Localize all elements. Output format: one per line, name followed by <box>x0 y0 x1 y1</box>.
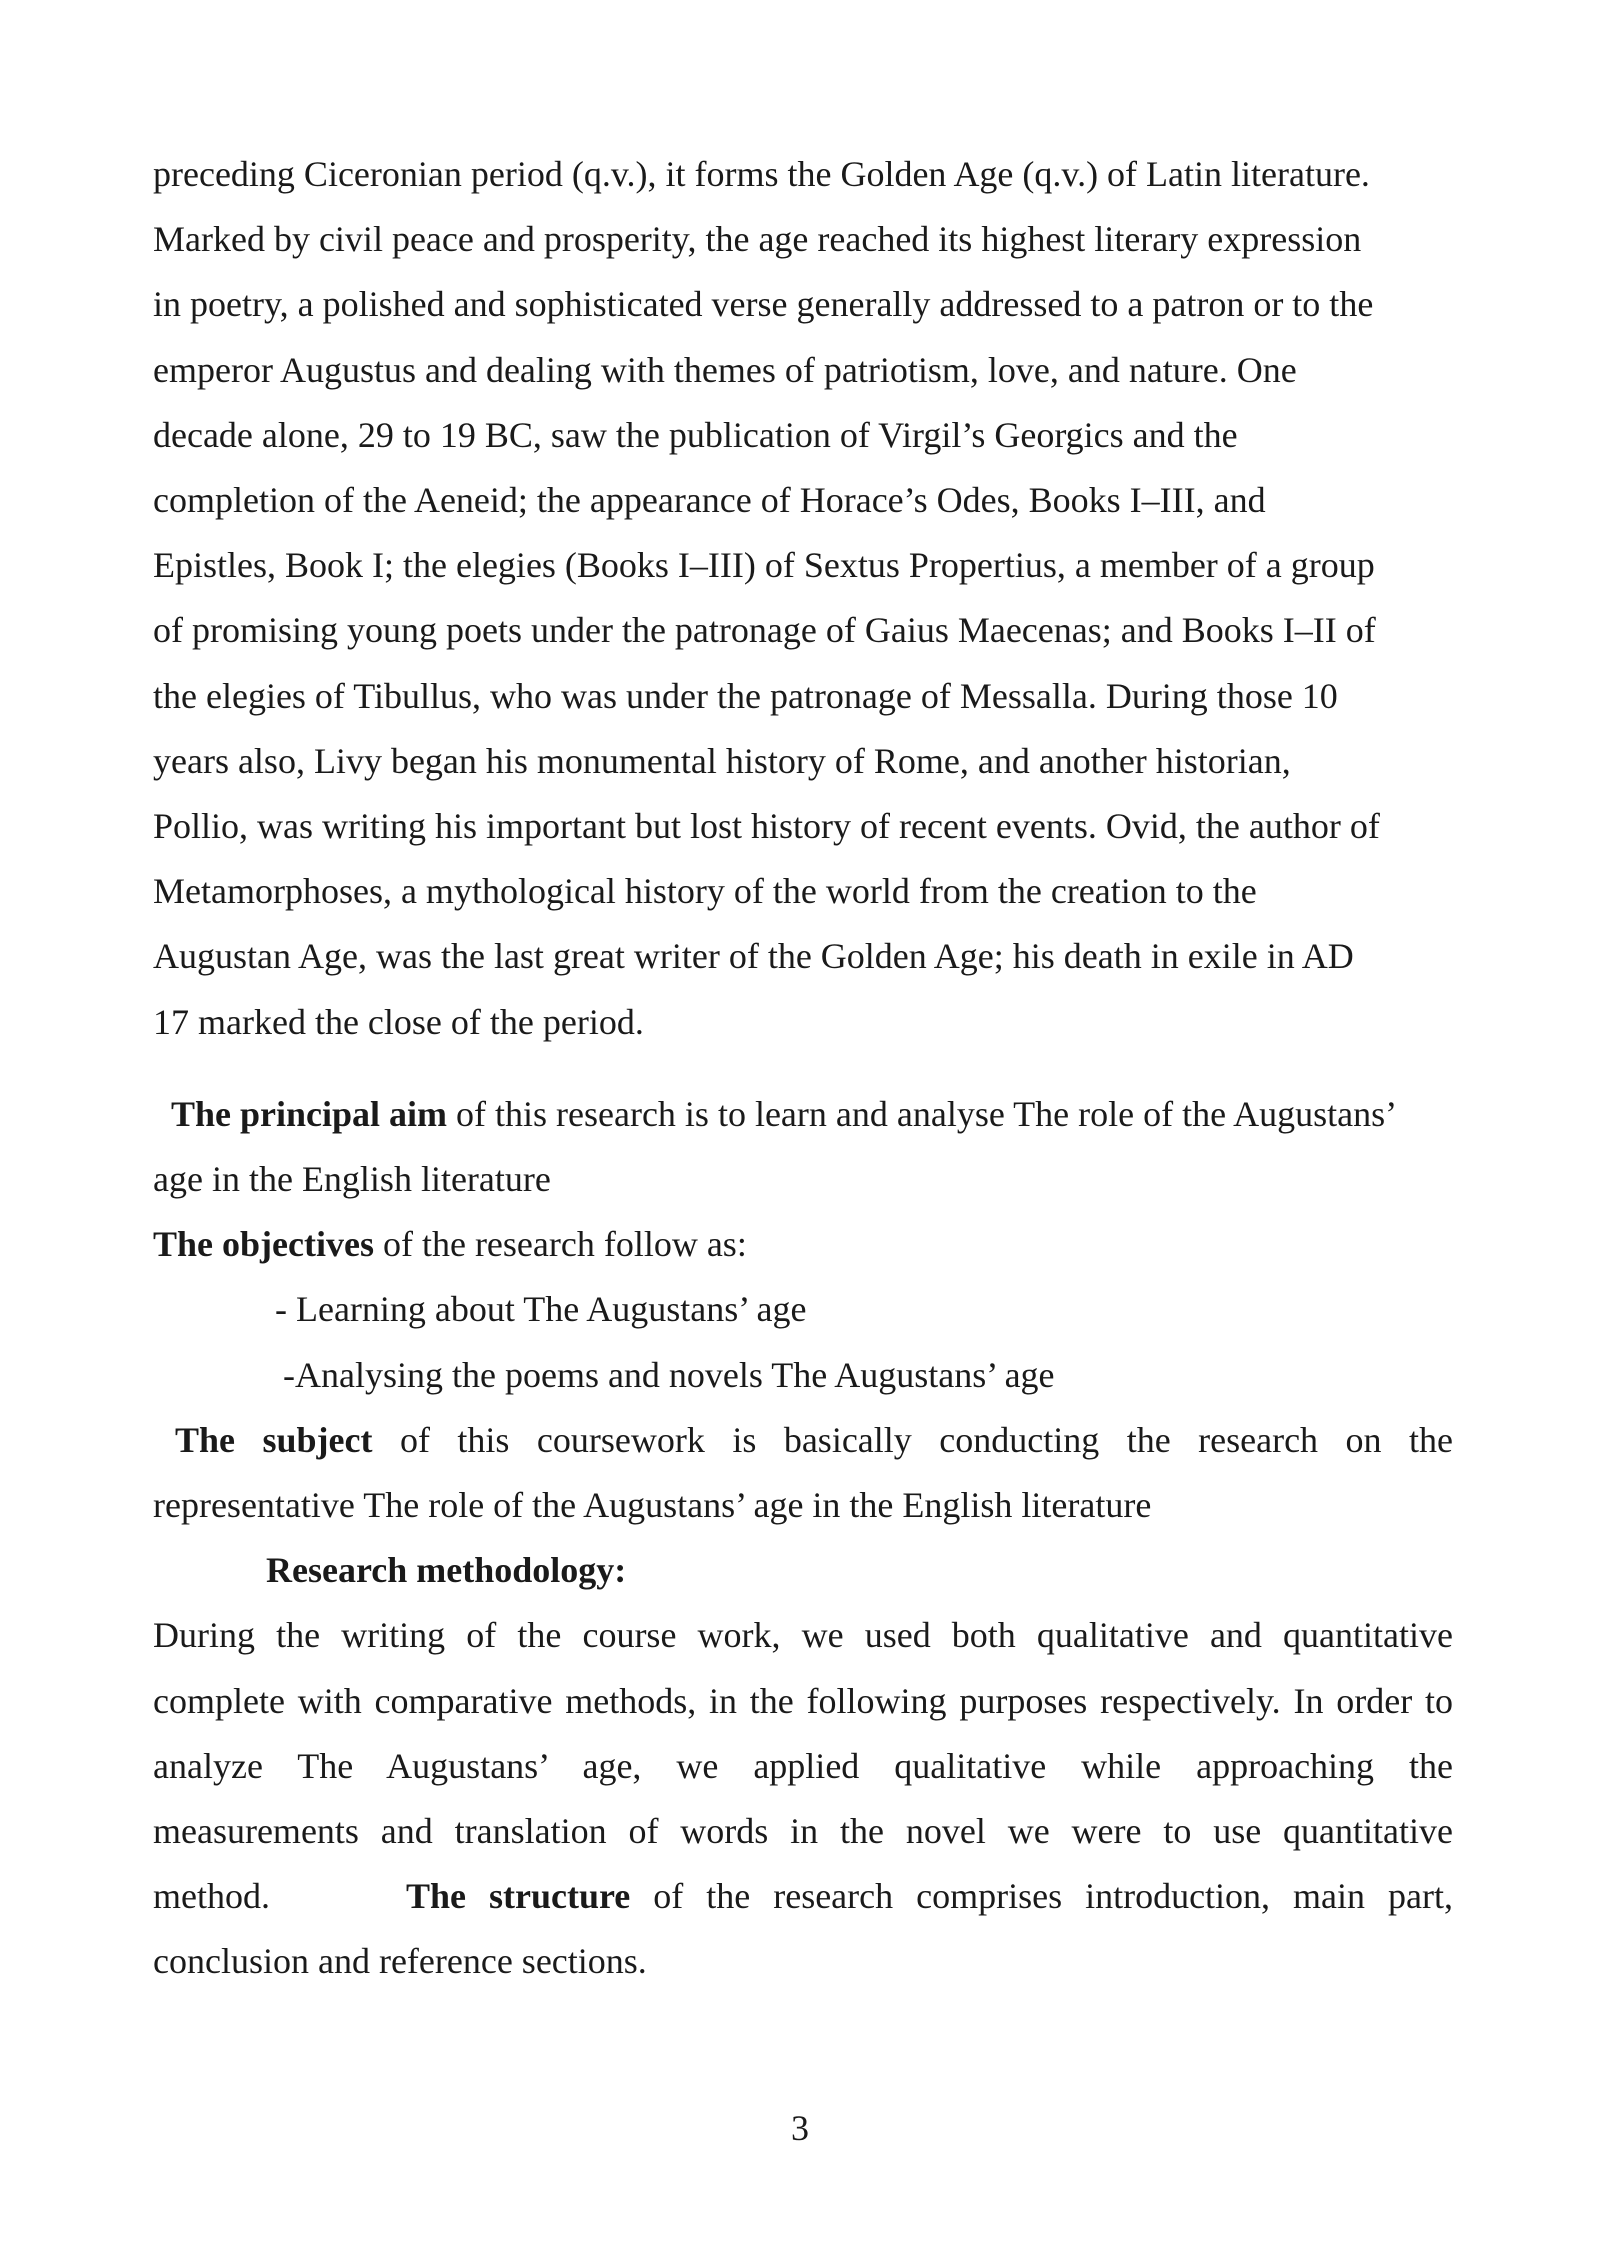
page-number: 3 <box>791 2108 809 2148</box>
text-line: emperor Augustus and dealing with themes of patriotism, love, and nature. One <box>153 349 1297 390</box>
objectives-heading: The objectives <box>153 1224 374 1265</box>
text-line: the elegies of Tibullus, who was under the patronage of Messalla. During those 10 <box>153 675 1338 716</box>
methodology-paragraph <box>153 1538 1453 1994</box>
subject-line-2: representative The role of the Augustans’ age in the English literature <box>153 1485 1152 1526</box>
aim-paragraph <box>153 1082 1453 1212</box>
text-line: Metamorphoses, a mythological history of the world from the creation to the <box>153 871 1257 912</box>
text-line: preceding Ciceronian period (q.v.), it forms the Golden Age (q.v.) of Latin literature. <box>153 154 1370 194</box>
text-line: Marked by civil peace and prosperity, the age reached its highest literary expression <box>153 219 1362 260</box>
final-line: conclusion and reference sections. <box>153 1941 647 1982</box>
methodology-line: analyze The Augustans’ age, we applied qualitative while approaching the <box>153 1745 1453 1786</box>
method-word: method. <box>153 1876 270 1917</box>
text-line: 17 marked the close of the period. <box>153 1001 644 1042</box>
objectives-line <box>153 1212 1453 1277</box>
subject-line <box>153 1408 1453 1473</box>
structure-line <box>153 1864 1453 1929</box>
subject-paragraph <box>153 1408 1453 1538</box>
aim-line <box>153 1082 1453 1147</box>
text-line: Epistles, Book I; the elegies (Books I–III) of Sextus Propertius, a member of a group <box>153 545 1375 586</box>
text-line: of promising young poets under the patronage of Gaius Maecenas; and Books I–II of <box>153 610 1376 651</box>
structure-text: of the research comprises introduction, main part, <box>630 1876 1453 1917</box>
objective-item: -Analysing the poems and novels The Augustans’ age <box>283 1354 1055 1395</box>
methodology-heading: Research methodology: <box>266 1550 627 1591</box>
methodology-heading-line <box>153 1538 1453 1603</box>
aim-text: of this research is to learn and analyse The role of the Augustans’ <box>447 1093 1398 1134</box>
intro-paragraph <box>153 142 1453 1055</box>
aim-line-2: age in the English literature <box>153 1159 551 1200</box>
subject-text: of this coursework is basically conducting the research on the <box>372 1419 1453 1460</box>
objective-item: - Learning about The Augustans’ age <box>275 1289 807 1330</box>
methodology-line: measurements and translation of words in the novel we were to use quantitative <box>153 1811 1453 1852</box>
text-line: Augustan Age, was the last great writer of the Golden Age; his death in exile in AD <box>153 936 1354 977</box>
document-page <box>153 142 1453 1995</box>
methodology-line: complete with comparative methods, in the following purposes respectively. In order to <box>153 1680 1453 1721</box>
text-line: years also, Livy began his monumental history of Rome, and another historian, <box>153 740 1291 781</box>
structure-heading: The structure <box>405 1876 631 1917</box>
text-line: Pollio, was writing his important but lost history of recent events. Ovid, the author of <box>153 806 1380 847</box>
aim-heading: The principal aim <box>171 1093 448 1134</box>
methodology-line: During the writing of the course work, we used both qualitative and quantitative <box>153 1615 1453 1656</box>
paragraph-spacer <box>153 1055 1453 1082</box>
text-line: completion of the Aeneid; the appearance of Horace’s Odes, Books I–III, and <box>153 480 1266 521</box>
subject-heading: The subject <box>175 1419 373 1460</box>
objectives-text: of the research follow as: <box>373 1224 747 1265</box>
objectives-paragraph <box>153 1212 1453 1408</box>
text-line: decade alone, 29 to 19 BC, saw the publication of Virgil’s Georgics and the <box>153 414 1238 455</box>
text-line: in poetry, a polished and sophisticated verse generally addressed to a patron or to the <box>153 284 1374 325</box>
